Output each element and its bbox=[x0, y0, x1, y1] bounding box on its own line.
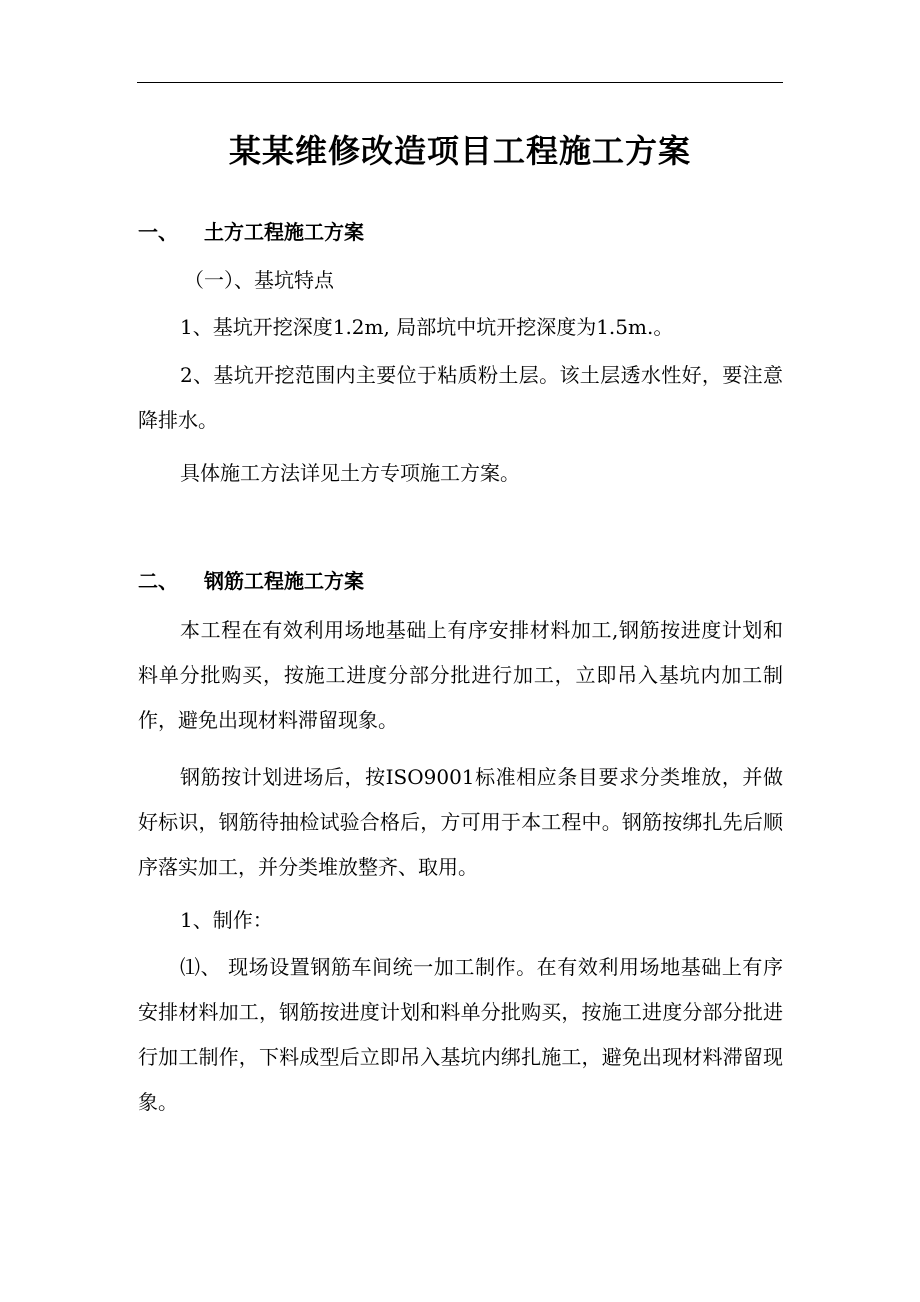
paragraph: 1、基坑开挖深度1.2m, 局部坑中坑开挖深度为1.5m.。 bbox=[180, 315, 674, 339]
paragraph: （一）、基坑特点 bbox=[184, 268, 334, 292]
section-heading-text: 土方工程施工方案 bbox=[204, 220, 364, 244]
section-number: 一、 bbox=[138, 220, 178, 244]
section-heading-text: 钢筋工程施工方案 bbox=[204, 569, 364, 593]
section-heading-rebar bbox=[138, 566, 364, 596]
paragraph: ⑴、 现场设置钢筋车间统一加工制作。在有效利用场地基础上有序安排材料加工，钢筋按进度计划和料单分批购买，按施工进度分部分批进行加工制作，下料成型后立即吊入基坑内绑扎施工，避免出现材料滞留现象。 bbox=[138, 955, 783, 1114]
paragraph: 钢筋按计划进场后，按ISO9001标准相应条目要求分类堆放，并做好标识，钢筋待抽检试验合格后，方可用于本工程中。钢筋按绑扎先后顺序落实加工，并分类堆放整齐、取用。 bbox=[138, 765, 783, 879]
document-title: 某某维修改造项目工程施工方案 bbox=[228, 132, 691, 170]
section-heading-earthwork bbox=[138, 217, 364, 247]
header-rule bbox=[137, 82, 783, 83]
paragraph: 具体施工方法详见土方专项施工方案。 bbox=[180, 461, 520, 485]
paragraph: 2、基坑开挖范围内主要位于粘质粉土层。该土层透水性好，要注意降排水。 bbox=[138, 363, 783, 432]
paragraph: 1、制作： bbox=[180, 908, 273, 932]
section-number: 二、 bbox=[138, 569, 178, 593]
paragraph: 本工程在有效利用场地基础上有序安排材料加工,钢筋按进度计划和料单分批购买，按施工进度分部分批进行加工，立即吊入基坑内加工制作，避免出现材料滞留现象。 bbox=[138, 618, 783, 732]
